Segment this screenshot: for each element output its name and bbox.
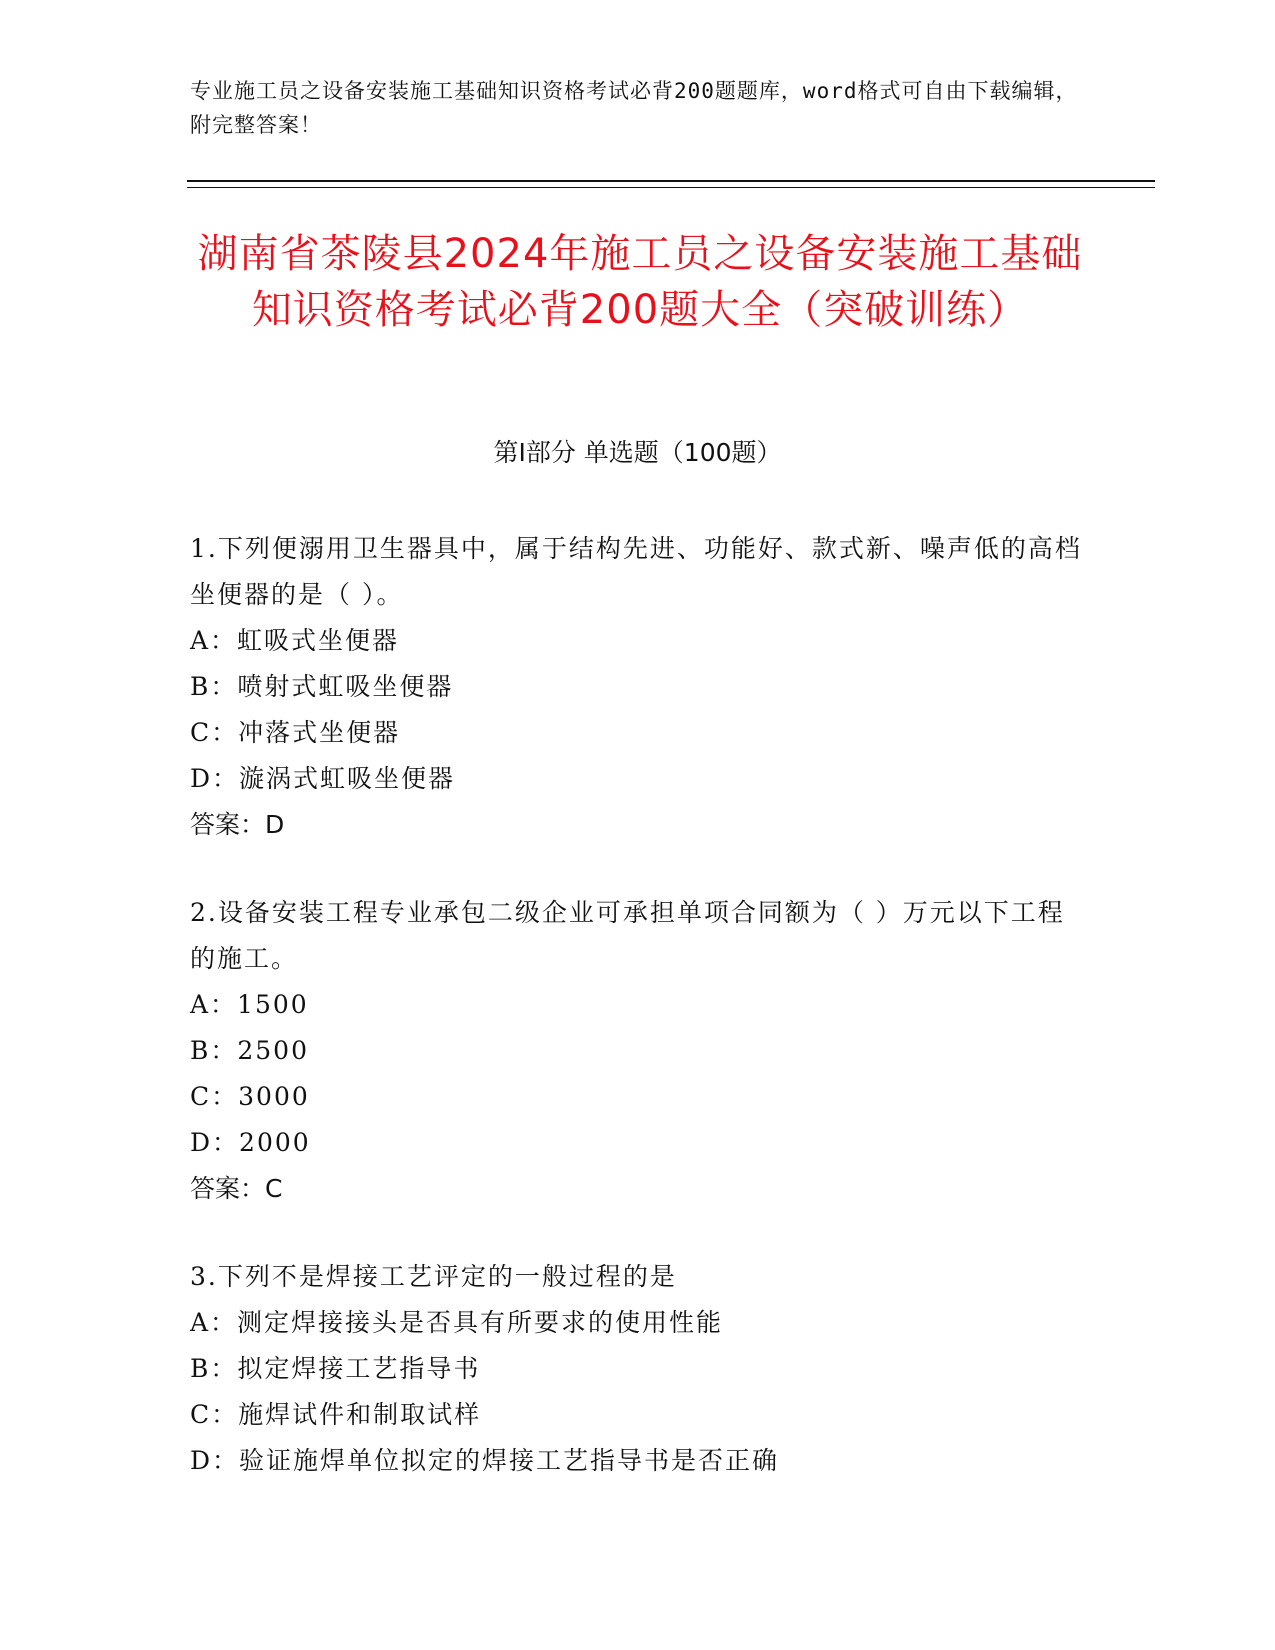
question-list bbox=[190, 526, 1090, 1526]
option-b: B：拟定焊接工艺指导书 bbox=[190, 1354, 481, 1383]
option-c: C：冲落式坐便器 bbox=[190, 718, 401, 747]
option-a: A：虹吸式坐便器 bbox=[190, 626, 400, 655]
document-title: 湖南省茶陵县2024年施工员之设备安装施工基础知识资格考试必背200题大全（突破训练） bbox=[197, 231, 1083, 333]
option-d: D：2000 bbox=[190, 1128, 311, 1157]
option-d: D：验证施焊单位拟定的焊接工艺指导书是否正确 bbox=[190, 1446, 780, 1475]
question-stem: 1.下列便溺用卫生器具中，属于结构先进、功能好、款式新、噪声低的高档坐便器的是（ ）。 bbox=[190, 534, 1082, 609]
header-rule-thin bbox=[187, 187, 1155, 188]
option-c: C：3000 bbox=[190, 1082, 310, 1111]
question-stem: 3.下列不是焊接工艺评定的一般过程的是 bbox=[190, 1262, 677, 1291]
header-rule-thick bbox=[187, 180, 1155, 182]
section-title: 第I部分 单选题（100题） bbox=[493, 438, 782, 467]
question-3 bbox=[190, 1254, 1090, 1484]
question-stem: 2.设备安装工程专业承包二级企业可承担单项合同额为（ ）万元以下工程的施工。 bbox=[190, 898, 1065, 973]
option-c: C：施焊试件和制取试样 bbox=[190, 1400, 482, 1429]
option-a: A：测定焊接接头是否具有所要求的使用性能 bbox=[190, 1308, 724, 1337]
answer-line: 答案：D bbox=[190, 810, 285, 839]
question-2 bbox=[190, 890, 1090, 1212]
answer-line: 答案：C bbox=[190, 1174, 283, 1203]
header-note: 专业施工员之设备安装施工基础知识资格考试必背200题题库，word格式可自由下载编辑，附完整答案！ bbox=[190, 79, 1078, 137]
option-d: D：漩涡式虹吸坐便器 bbox=[190, 764, 456, 793]
question-1 bbox=[190, 526, 1090, 848]
option-b: B：喷射式虹吸坐便器 bbox=[190, 672, 454, 701]
option-a: A：1500 bbox=[190, 990, 309, 1019]
option-b: B：2500 bbox=[190, 1036, 309, 1065]
